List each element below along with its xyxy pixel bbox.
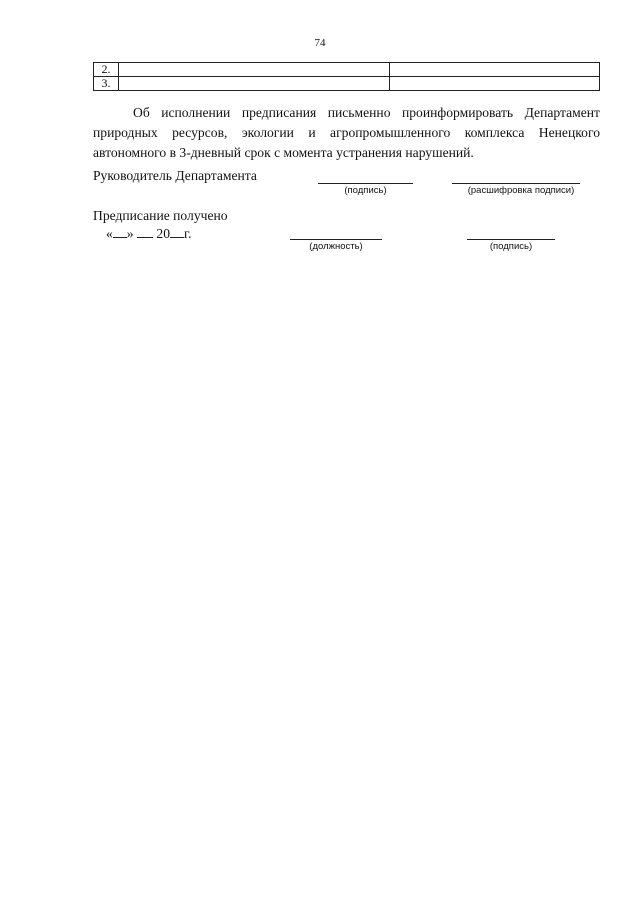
table-cell [390, 77, 600, 91]
page-number: 74 [314, 37, 326, 49]
table-row [94, 77, 600, 91]
items-table [93, 62, 600, 91]
signature-caption: (подпись) [344, 185, 387, 196]
head-signature-label: Руководитель Департамента [93, 168, 257, 183]
year-blank [170, 225, 184, 238]
notification-paragraph: Об исполнении предписания письменно проинформировать Департамент природных ресурсов, экологии и агропромышленного комплекса Ненецкого автономного в 3-дневный срок с момента устранения нарушений. [93, 105, 600, 160]
decoding-caption: (расшифровка подписи) [467, 185, 575, 196]
date-field [106, 225, 191, 242]
received-label: Предписание получено [93, 208, 228, 223]
decoding-line [452, 183, 580, 184]
day-blank [113, 225, 127, 238]
signature-line [318, 183, 413, 184]
row-number: 2. [94, 63, 119, 77]
received-signature-line [467, 239, 555, 240]
table-cell [119, 77, 390, 91]
table-cell [390, 63, 600, 77]
table-cell [119, 63, 390, 77]
row-number: 3. [94, 77, 119, 91]
year-prefix: 20 [156, 226, 170, 241]
date-open-quote: « [106, 226, 113, 241]
table-row [94, 63, 600, 77]
position-caption: (должность) [309, 241, 363, 252]
month-blank [137, 225, 153, 238]
position-line [290, 239, 382, 240]
received-signature-caption: (подпись) [489, 241, 533, 252]
date-close-quote: » [126, 226, 134, 241]
date-suffix: г. [184, 226, 192, 241]
